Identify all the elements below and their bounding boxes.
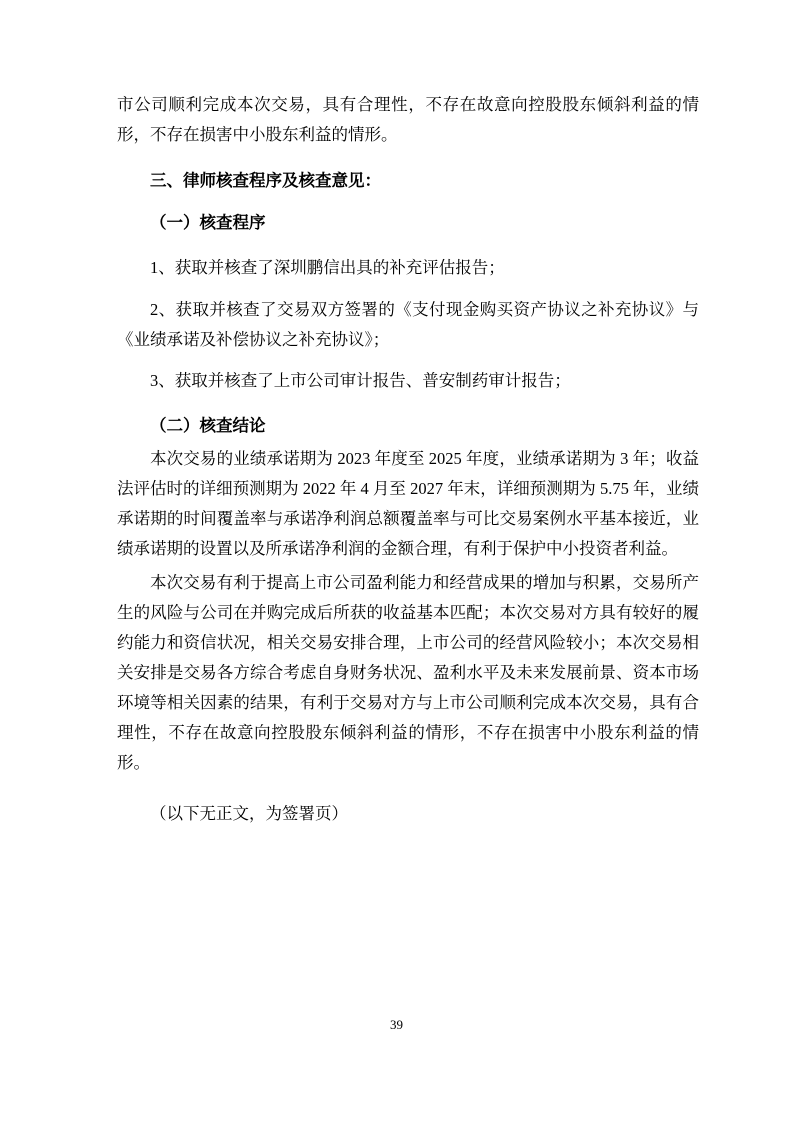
page-number: 39: [390, 1017, 403, 1032]
list-item-1: 1、获取并核查了深圳鹏信出具的补充评估报告；: [150, 258, 505, 277]
document-body: [117, 90, 699, 829]
conclusion-paragraph-2: 本次交易有利于提高上市公司盈利能力和经营成果的增加与积累，交易所产生的风险与公司在并购完成后所获的收益基本匹配；本次交易对方具有较好的履约能力和资信状况，相关交易安排合理，上市公司的经营风险较小；本次交易相关安排是交易各方综合考虑自身财务状况、盈利水平及未来发展前景、资本市场环境等相关因素的结果，有利于交易对方与上市公司顺利完成本次交易，具有合理性，不存在故意向控股股东倾斜利益的情形，不存在损害中小股东利益的情形。: [117, 573, 699, 772]
section-heading-lawyer-verification: 三、律师核查程序及核查意见：: [150, 171, 381, 190]
list-item-2: 2、获取并核查了交易双方签署的《支付现金购买资产协议之补充协议》与《业绩承诺及补偿协议之补充协议》；: [117, 300, 699, 349]
subsection-heading-verification-procedure: （一）核查程序: [150, 213, 266, 232]
paragraph-continuation: 市公司顺利完成本次交易，具有合理性，不存在故意向控股股东倾斜利益的情形，不存在损害中小股东利益的情形。: [117, 95, 699, 144]
list-item-3: 3、获取并核查了上市公司审计报告、普安制药审计报告；: [150, 371, 571, 390]
subsection-heading-verification-conclusion: （二）核查结论: [150, 416, 266, 435]
signature-page-note: （以下无正文，为签署页）: [150, 804, 348, 823]
conclusion-paragraph-1: 本次交易的业绩承诺期为 2023 年度至 2025 年度，业绩承诺期为 3 年；收益法评估时的详细预测期为 2022 年 4 月至 2027 年末，详细预测期为 5.75 年，业绩承诺期的时间覆盖率与承诺净利润总额覆盖率与可比交易案例水平基本接近，业绩承诺期的设置以及所承诺净利润的金额合理，有利于保护中小投资者利益。: [117, 449, 699, 558]
